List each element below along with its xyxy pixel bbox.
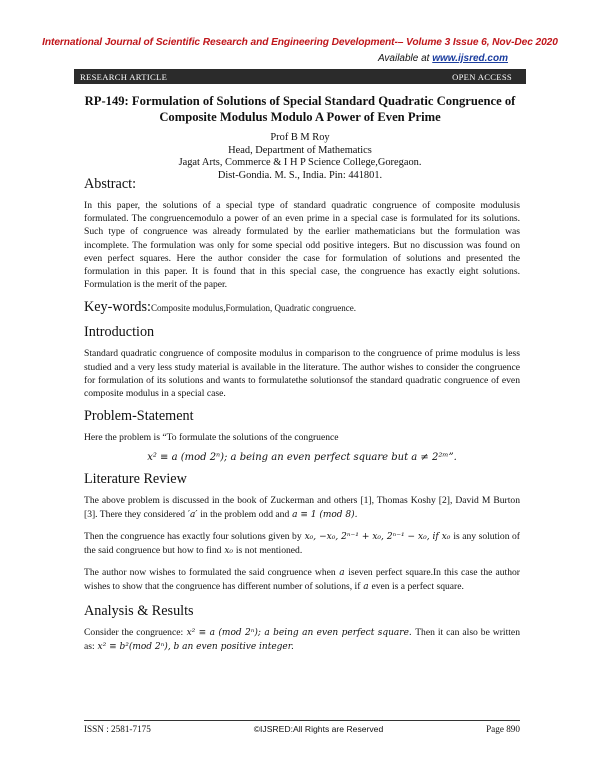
introduction-heading: Introduction [84,324,155,341]
problem-formula: x² ≡ a (mod 2ⁿ); a being an even perfect square but a ≠ 2²ᵐ”. [147,452,457,464]
article-banner [74,69,526,84]
author-name: Prof B M Roy [270,132,330,143]
availability-line [378,53,508,64]
introduction-text: Standard quadratic congruence of composite modulus in comparison to the congruence of prime modulus is less studied and a very less study material is available in the literature. The author wishes to consider the congruence for formulation of its solutions and wants to formulatethe solutionsof the standard quadratic congruence of even composite modulus in a special case. [84,348,520,400]
analysis-results-text [84,626,520,654]
ar-text-a: Consider the congruence: [84,626,184,638]
open-access-label: OPEN ACCESS [452,71,512,82]
lr-p3-text-c: even is a perfect square. [371,581,464,593]
affiliation-address: Dist-Gondia. M. S., India. Pin: 441801. [217,169,383,181]
paper-title: RP-149: Formulation of Solutions of Special Standard Quadratic Congruence of Composite Modulus Modulo A Power of Even Prime [84,94,516,124]
lr-p3-a-symbol-2: a [360,582,372,593]
research-article-label: RESEARCH ARTICLE [80,71,168,82]
abstract-heading: Abstract: [84,176,137,192]
keywords [84,299,520,316]
keywords-heading: Key-words: [84,299,151,316]
lr-p2-text-c: is not mentioned. [235,545,303,557]
author-block [80,132,520,182]
footer-divider [84,720,520,721]
page-number: Page 890 [486,724,520,734]
literature-review-heading: Literature Review [84,471,187,488]
paper-body [84,176,520,662]
keywords-text: Composite modulus,Formulation, Quadratic congruence. [150,303,356,314]
analysis-results-heading: Analysis & Results [84,602,194,619]
lr-p1-text-a: The above problem is discussed in the book of Zuckerman and others [1], Thomas Koshy [2], David M Burton [3]. There they considered [84,495,520,520]
lr-p2-text-b: is any solution of the said congruence but how to find [84,530,520,557]
page-footer [84,724,520,734]
abstract-text: In this paper, the solutions of a special type of standard quadratic congruence of composite modulusis formulated. The congruencemodulo a power of an even prime in a special case is formulated for its solutions. Such type of congruence was already formulated by the earlier mathematicians but the formulation was incomplete. The formulation was only for some special odd positive integers. But no discussion was found on even perfect squares. Here the author consider the case for formulation of solutions and presented the formulation in this paper. It is found that in this special case, the congruence has exactly eight solutions. Formulation is the merit of the paper. [84,200,520,291]
ar-text-b: Then it can also be written as: [84,626,520,652]
lr-p3-text-a: The author now wishes to formulated the said congruence when [84,567,336,579]
affiliation-dept: Head, Department of Mathematics [228,144,372,156]
problem-statement-heading: Problem-Statement [84,408,194,425]
literature-review-p3 [84,566,520,594]
issn-label: ISSN : 2581-7175 [84,724,151,734]
literature-review-p2 [84,530,520,558]
literature-review-p1 [84,494,520,521]
lr-four-solutions: x₀, −x₀, 2ⁿ⁻¹ + x₀, 2ⁿ⁻¹ − x₀, if x₀ [301,531,454,542]
lr-p2-text-a: Then the congruence has exactly four solutions given by [84,530,302,542]
ar-rewrite-formula: x² ≡ b²(mod 2ⁿ), b an even positive integer. [94,641,294,652]
lr-p3-text-b: iseven perfect square.In this case the author wishes to show that the congruence has different number of solutions, if [84,567,520,593]
journal-header: International Journal of Scientific Research and Engineering Development-– Volume 3 Issue 6, Nov-Dec 2020 [42,37,558,48]
lr-a-condition: a ≡ 1 (mod 8). [289,509,358,520]
lr-x0-symbol: x₀ [221,546,236,557]
lr-a-symbol: ′a′ [185,509,201,520]
lr-p3-a-symbol-1: a [335,568,349,579]
affiliation-college: Jagat Arts, Commerce & I H P Science College,Goregaon. [178,157,422,169]
available-prefix: Available at [377,53,433,64]
journal-link[interactable]: www.ijsred.com [432,53,508,64]
ar-consider-formula: x² ≡ a (mod 2ⁿ); a being an even perfect square. [183,627,416,638]
problem-statement-text: Here the problem is “To formulate the solutions of the congruence [84,432,339,444]
lr-p1-text-b: in the problem odd and [200,508,290,520]
rights-label: ©IJSRED:All Rights are Reserved [253,724,384,734]
